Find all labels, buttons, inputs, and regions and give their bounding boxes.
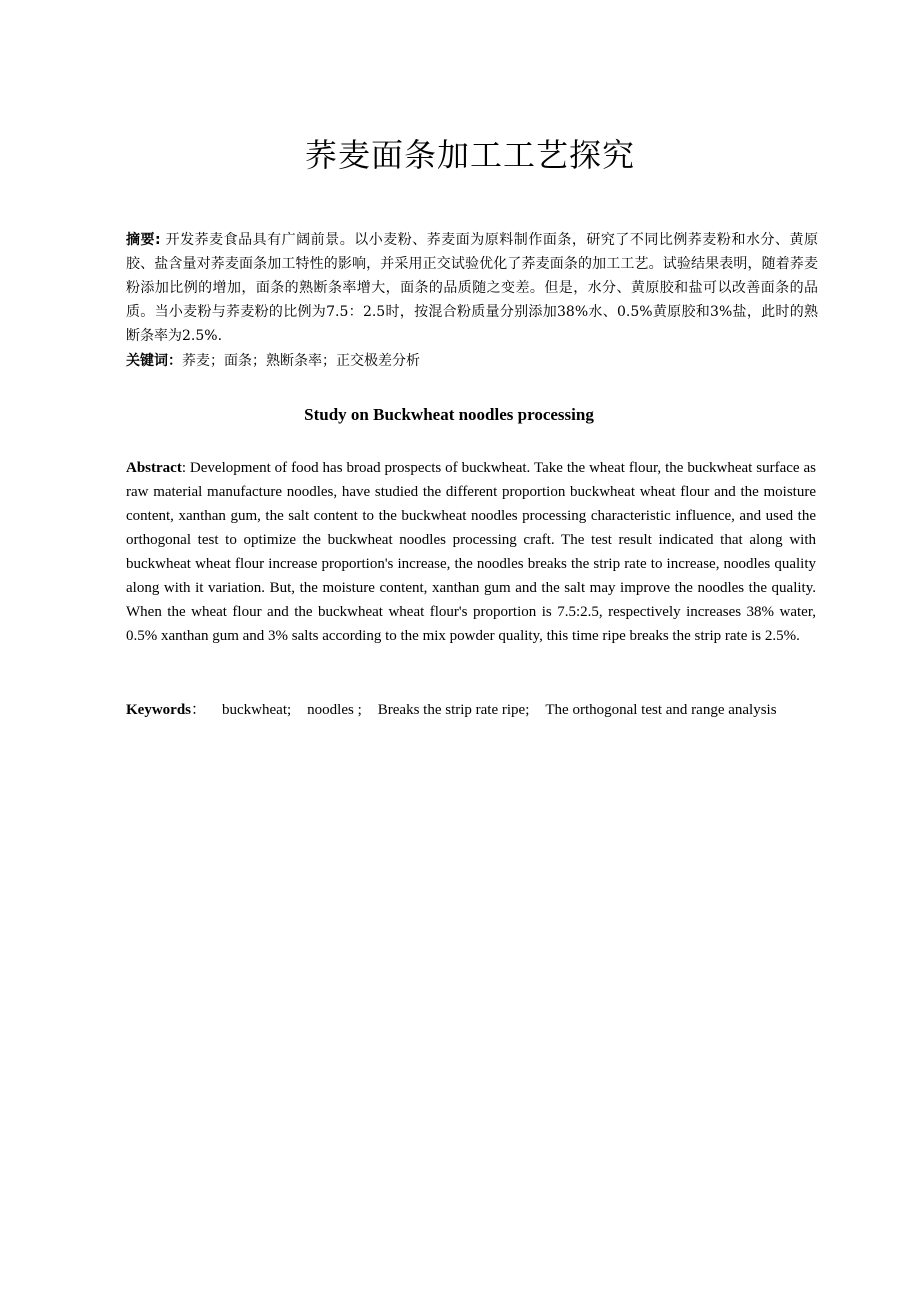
chinese-keywords-text: 荞麦；面条；熟断条率；正交极差分析 [182, 353, 420, 369]
chinese-keywords [126, 349, 818, 373]
keyword-item: noodles ; [307, 702, 362, 718]
keyword-item: buckwheat; [222, 702, 292, 718]
chinese-abstract-label: 摘要: [126, 232, 161, 248]
english-keywords [126, 698, 826, 722]
chinese-abstract-text: 开发荞麦食品具有广阔前景。以小麦粉、荞麦面为原料制作面条，研究了不同比例荞麦粉和水分、黄原胶、盐含量对荞麦面条加工特性的影响，并采用正交试验优化了荞麦面条的加工工艺。试验结果表明，随着荞麦粉添加比例的增加，面条的熟断条率增大，面条的品质随之变差。但是，水分、黄原胶和盐可以改善面条的品质。当小麦粉与荞麦粉的比例为7.5：2.5时，按混合粉质量分别添加38%水、0.5%黄原胶和3%盐，此时的熟断条率为2.5%. [126, 232, 818, 344]
keyword-item: Breaks the strip rate ripe; [377, 702, 530, 718]
chinese-keywords-label: 关键词： [126, 353, 182, 369]
english-abstract-text: : Development of food has broad prospects of buckwheat. Take the wheat flour, the buckwheat surface as raw material manufacture noodles, have studied the different proportion buckwheat wheat flour and the moisture content, xanthan gum, the salt content to the buckwheat noodles processing characteristic influence, and used the orthogonal test to optimize the buckwheat noodles processing craft. The test result indicated that along with buckwheat wheat flour increase proportion's increase, the noodles breaks the strip rate to increase, noodles quality along with it variation. But, the moisture content, xanthan gum and the salt may improve the noodles the quality. When the wheat flour and the buckwheat wheat flour's proportion is 7.5:2.5, respectively increases 38% water, 0.5% xanthan gum and 3% salts according to the mix powder quality, this time ripe breaks the strip rate is 2.5%. [126, 460, 816, 644]
english-keywords-label: Keywords [126, 702, 191, 718]
chinese-abstract [126, 228, 818, 348]
english-keywords-colon: ： [191, 702, 207, 718]
english-abstract [126, 456, 816, 648]
keyword-item: The orthogonal test and range analysis [545, 702, 777, 718]
english-abstract-label: Abstract [126, 460, 182, 476]
chinese-title: 荞麦面条加工工艺探究 [304, 136, 635, 174]
english-title: Study on Buckwheat noodles processing [304, 405, 594, 424]
